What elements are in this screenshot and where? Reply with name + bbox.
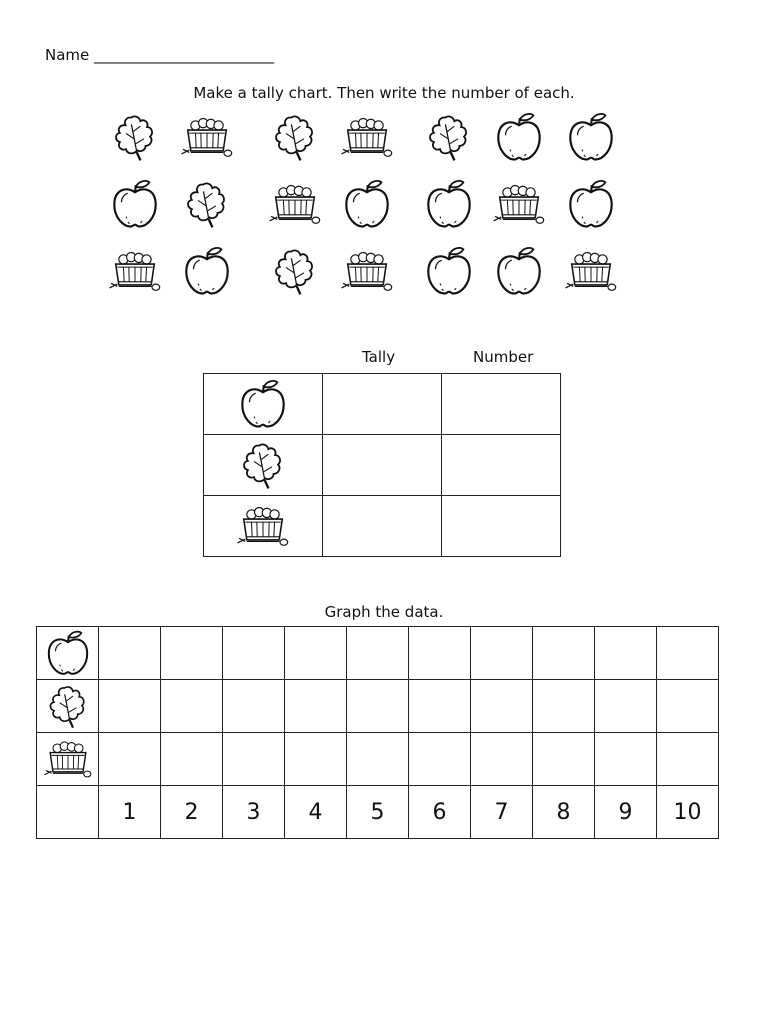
picture-basket xyxy=(180,110,234,164)
tally-icon-cell xyxy=(204,496,323,557)
picture-apple xyxy=(564,110,618,164)
graph-number-5: 5 xyxy=(347,786,409,839)
picture-basket xyxy=(492,177,546,231)
graph-cell[interactable] xyxy=(285,733,347,786)
picture-basket xyxy=(340,110,394,164)
graph-corner-cell xyxy=(37,786,99,839)
tally-row-apple xyxy=(204,374,561,435)
apple-icon xyxy=(43,628,93,678)
picture-basket xyxy=(340,244,394,298)
apple-icon xyxy=(564,110,618,164)
apple-icon xyxy=(108,177,162,231)
graph-cell[interactable] xyxy=(533,733,595,786)
leaf-icon xyxy=(108,110,162,164)
basket-icon xyxy=(43,734,93,784)
graph-row-basket xyxy=(37,733,719,786)
picture-apple xyxy=(422,244,476,298)
graph-cell[interactable] xyxy=(223,733,285,786)
basket-icon xyxy=(268,177,322,231)
graph-cell[interactable] xyxy=(657,627,719,680)
picture-apple xyxy=(422,177,476,231)
graph-cell[interactable] xyxy=(595,680,657,733)
leaf-icon xyxy=(236,438,290,492)
graph-cell[interactable] xyxy=(223,627,285,680)
picture-leaf xyxy=(180,177,234,231)
graph-number-10: 10 xyxy=(657,786,719,839)
picture-apple xyxy=(340,177,394,231)
tally-row-basket xyxy=(204,496,561,557)
graph-number-7: 7 xyxy=(471,786,533,839)
tally-icon-cell xyxy=(204,435,323,496)
name-line: Name ________________________ xyxy=(45,46,275,64)
number-header: Number xyxy=(473,348,534,366)
picture-basket xyxy=(564,244,618,298)
basket-icon xyxy=(236,499,290,553)
tally-header: Tally xyxy=(362,348,396,366)
graph-title: Graph the data. xyxy=(324,603,444,621)
graph-icon-cell xyxy=(37,680,99,733)
graph-cell[interactable] xyxy=(347,627,409,680)
basket-icon xyxy=(492,177,546,231)
graph-number-8: 8 xyxy=(533,786,595,839)
picture-leaf xyxy=(422,110,476,164)
graph-cell[interactable] xyxy=(99,733,161,786)
tally-cell[interactable] xyxy=(323,435,442,496)
basket-icon xyxy=(340,110,394,164)
apple-icon xyxy=(492,110,546,164)
graph-cell[interactable] xyxy=(471,627,533,680)
graph-number-3: 3 xyxy=(223,786,285,839)
picture-basket xyxy=(268,177,322,231)
picture-apple xyxy=(108,177,162,231)
graph-number-row xyxy=(37,786,719,839)
graph-cell[interactable] xyxy=(99,680,161,733)
instructions: Make a tally chart. Then write the number of each. xyxy=(193,84,575,102)
graph-cell[interactable] xyxy=(409,680,471,733)
number-cell[interactable] xyxy=(442,374,561,435)
picture-apple xyxy=(564,177,618,231)
basket-icon xyxy=(108,244,162,298)
apple-icon xyxy=(236,377,290,431)
graph-cell[interactable] xyxy=(161,680,223,733)
graph-cell[interactable] xyxy=(471,680,533,733)
apple-icon xyxy=(492,244,546,298)
graph-cell[interactable] xyxy=(657,680,719,733)
tally-cell[interactable] xyxy=(323,496,442,557)
leaf-icon xyxy=(43,681,93,731)
picture-apple xyxy=(492,244,546,298)
graph-cell[interactable] xyxy=(347,680,409,733)
picture-basket xyxy=(108,244,162,298)
tally-table xyxy=(203,373,561,557)
graph-cell[interactable] xyxy=(471,733,533,786)
graph-cell[interactable] xyxy=(285,680,347,733)
graph-cell[interactable] xyxy=(409,627,471,680)
graph-cell[interactable] xyxy=(285,627,347,680)
picture-leaf xyxy=(108,110,162,164)
graph-number-4: 4 xyxy=(285,786,347,839)
graph-row-leaf xyxy=(37,680,719,733)
apple-icon xyxy=(422,177,476,231)
picture-apple xyxy=(492,110,546,164)
graph-cell[interactable] xyxy=(99,627,161,680)
graph-cell[interactable] xyxy=(533,680,595,733)
picture-leaf xyxy=(268,110,322,164)
graph-cell[interactable] xyxy=(595,627,657,680)
number-cell[interactable] xyxy=(442,496,561,557)
apple-icon xyxy=(180,244,234,298)
graph-number-6: 6 xyxy=(409,786,471,839)
graph-row-apple xyxy=(37,627,719,680)
graph-number-1: 1 xyxy=(99,786,161,839)
basket-icon xyxy=(564,244,618,298)
graph-table xyxy=(36,626,719,839)
graph-cell[interactable] xyxy=(533,627,595,680)
graph-icon-cell xyxy=(37,627,99,680)
number-cell[interactable] xyxy=(442,435,561,496)
basket-icon xyxy=(180,110,234,164)
tally-cell[interactable] xyxy=(323,374,442,435)
graph-number-2: 2 xyxy=(161,786,223,839)
apple-icon xyxy=(422,244,476,298)
graph-cell[interactable] xyxy=(409,733,471,786)
graph-icon-cell xyxy=(37,733,99,786)
leaf-icon xyxy=(268,110,322,164)
graph-cell[interactable] xyxy=(223,680,285,733)
graph-cell[interactable] xyxy=(657,733,719,786)
graph-cell[interactable] xyxy=(347,733,409,786)
graph-cell[interactable] xyxy=(161,733,223,786)
graph-number-9: 9 xyxy=(595,786,657,839)
apple-icon xyxy=(564,177,618,231)
leaf-icon xyxy=(180,177,234,231)
leaf-icon xyxy=(422,110,476,164)
picture-apple xyxy=(180,244,234,298)
picture-leaf xyxy=(268,244,322,298)
tally-icon-cell xyxy=(204,374,323,435)
picture-grid xyxy=(108,110,628,306)
graph-cell[interactable] xyxy=(595,733,657,786)
basket-icon xyxy=(340,244,394,298)
apple-icon xyxy=(340,177,394,231)
leaf-icon xyxy=(268,244,322,298)
tally-row-leaf xyxy=(204,435,561,496)
graph-cell[interactable] xyxy=(161,627,223,680)
